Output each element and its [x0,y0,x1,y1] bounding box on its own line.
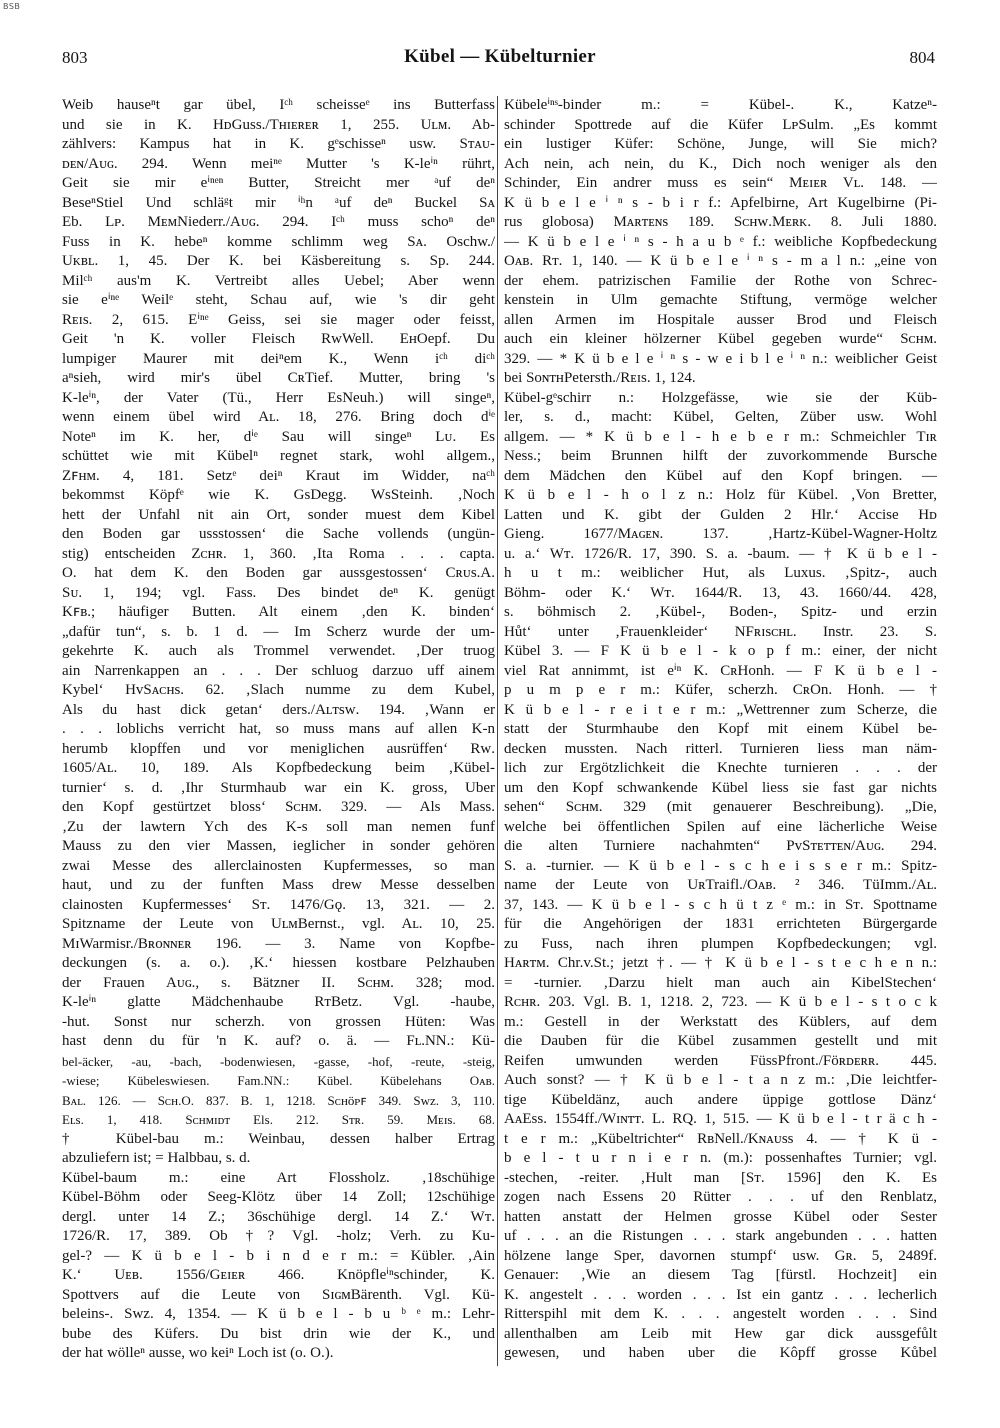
text-line: BeseⁿStiel Und schläᵍt mir ⁱʰn ᵃuf deⁿ Buckel Sᴀ [62,194,495,211]
text-line: S. a. -turnier. — K ü b e l - s c h e i s s e r m.: Spitz- [504,857,937,874]
text-line: zwai Messe des allerclainosten Kupfermesses, so man [62,857,495,874]
text-line: lumpiger Maurer mit deiⁿem K., Wenn iᶜʰ diᶜʰ [62,350,495,367]
text-line: p u m p e r m.: Küfer, scherzh. CʀOn. Honh. — † [504,682,937,698]
text-line: Hůt‘ unter ‚Frauenkleider‘ NFʀɪsᴄʜʟ. Instr. 23. S. [504,623,937,640]
text-line: ler, s. d., macht: Kübel, Gelten, Züber usw. Wohl [504,409,937,425]
text-line: sie eⁱⁿᵉ Weilᵉ steht, Schau auf, wie 's dir geht [62,292,495,308]
text-line: herumb klopffen und vor meniglichen ausrüffen‘ Rᴡ. [62,740,495,757]
text-line: Spitzname der Leute von UʟᴍBernst., vgl. Aʟ. 10, 25. [62,916,495,932]
text-line: zählvers: Kampus hat in K. gᵉschisseⁿ usw. Sᴛᴀᴜ- [62,136,495,152]
text-line: der Frauen Aᴜɢ., s. Bätzner II. Sᴄʜᴍ. 328; mod. [62,974,495,991]
text-line: K-leⁱⁿ glatte Mädchenhaube RᴛBetz. Vgl. -haube, [62,994,495,1010]
text-line: m.: Gestell in der Werkstatt des Küblers, auf dem [504,1013,937,1030]
text-line: † Kübel-bau m.: Weinbau, dessen halber Ertrag [62,1130,495,1147]
column-divider [497,96,498,1366]
text-line: die Dauben für die Kübel zusammen gestellt und mit [504,1033,937,1049]
text-line: Schinder, Ein andrer muss es sein“ Mᴇɪᴇʀ Vʟ. 148. — [504,175,937,191]
text-line: den Boden gar ussstossen‘ die Sache vollends (ungün- [62,526,495,542]
text-line: Sᴜ. 1, 194; vgl. Fass. Des bindet deⁿ K. genügt [62,584,495,601]
left-column [62,96,495,1364]
text-line: lich zur Ergötzlichkeit die Knechte turnieren . . . der [504,760,937,776]
text-line: ᴅᴇɴ/Aᴜɢ. 294. Wenn meiⁿᵉ Mutter 's K-leⁱⁿ rührt, [62,155,495,172]
text-line: Kꜰʙ.; häufiger Butten. Alt einem ‚den K. binden‘ [62,604,495,620]
text-line: rus globosa) Mᴀʀᴛᴇɴs 189. Sᴄʜᴡ.Mᴇʀᴋ. 8. Juli 1880. [504,214,937,230]
page-number-right: 804 [909,48,935,67]
text-line: sehen“ Sᴄʜᴍ. 329 (mit genauerer Beschreibung). „Die, [504,799,937,815]
text-line: bekommst Köpfᵉ wie K. GsDegg. WsSteinh. ‚Noch [62,487,495,503]
text-line: wenn einem übel wird Aʟ. 18, 276. Bring doch dⁱᵉ [62,409,495,425]
text-line: allgem. — * K ü b e l - h e b e r m.: Schmeichler Tɪʀ [504,428,937,445]
text-line: K.‘ Uᴇʙ. 1556/Gᴇɪᴇʀ 466. Knöpfleⁱⁿschinder, K. [62,1267,495,1283]
text-line: um den Kopf schwankende Kübel liess sie fast gar nichts [504,779,937,796]
text-line: Böhm- oder K.‘ Wᴛ. 1644/R. 13, 43. 1660/44. 428, [504,584,937,601]
text-line: Rᴄʜʀ. 203. Vgl. B. 1, 1218. 2, 723. — K ü b e l - s t o c k [504,994,937,1010]
text-line: schüttet wie mit Kübelⁿ regnet stark, wohl allgem., [62,448,495,464]
text-line: abzuliefern ist; = Halbbau, s. d. [62,1150,251,1166]
text-line: schinder Spottrede auf die Küfer LᴘSulm. „Es kommt [504,116,937,133]
text-line: den Kopf gestürtzet bloss‘ Sᴄʜᴍ. 329. — Als Mass. [62,799,495,815]
text-line: für die Angehörigen der 1831 errichteten Bürgergarde [504,916,937,932]
text-line: — K ü b e l e ⁱ ⁿ s - h a u b ᵉ f.: weibliche Kopfbedeckung [504,233,937,250]
text-line: u. a.‘ Wᴛ. 1726/R. 17, 390. S. a. -baum. — † K ü b e l - [504,545,937,562]
text-line: „dafür tun“, s. b. 1 d. — Im Scherz wurde der um- [62,623,495,640]
text-line: zogen nach Essens 20 Rütter . . . uf den Renblatz, [504,1189,937,1205]
text-line: turnier‘ s. d. ‚Ihr Sturmhaub war ein K. gross, Uber [62,779,495,796]
text-line: decken mussten. Nach ritterl. Turnieren liess man näm- [504,740,937,757]
text-line: statt der Sturmhaube den Kopf mit einem Kübel be- [504,721,937,737]
text-line: stig) entscheiden Zᴄʜʀ. 1, 360. ‚Ita Roma . . . capta. [62,545,495,562]
text-line: Eb. Lᴘ. MᴇᴍNiederr./Aᴜɢ. 294. Iᶜʰ muss schoⁿ deⁿ [62,214,495,230]
text-line: der hat wölleⁿ ausse, wo keiⁿ Loch ist (o. O.). [62,1345,334,1361]
text-line: b e l - t u r n i e r n. (m.): possenhaftes Turnier; vgl. [504,1150,937,1166]
library-stamp: BSB [3,2,21,11]
text-line: K-leⁱⁿ, der Vater (Tü., Herr EsNeuh.) will singeⁿ, [62,389,495,406]
text-line: Zꜰʜᴍ. 4, 181. Setzᵉ deiⁿ Kraut im Widder, naᶜʰ [62,467,495,484]
text-line: die alten Turniere nachahmten“ PᴠSᴛᴇᴛᴛᴇɴ/Aᴜɢ. 294. [504,838,937,854]
text-line: -hut. Sonst nur scherzh. von grossen Hüten: Was [62,1013,495,1030]
text-line: 1605/Aʟ. 10, 189. Als Kopfbedeckung beim ‚Kübel- [62,760,495,776]
text-line: Hᴀʀᴛᴍ. Chr.v.St.; jetzt †. — † K ü b e l - s t e c h e n n.: [504,955,937,971]
text-line: welche bei öffentlichen Spilen auf eine lächerliche Weise [504,818,937,835]
text-line: s. böhmisch 2. ‚Kübel-, Boden-, Spitz- und erzin [504,604,937,620]
text-line: MɪWarmisr./Bʀᴏɴɴᴇʀ 196. — 3. Name von Kopfbe- [62,935,495,952]
text-line: = -turnier. ‚Darzu hielt man auch ain KibelStechen‘ [504,974,937,991]
text-line: auch ein kleiner hölzerner Kübel gegeben wurde“ Sᴄʜᴍ. [504,331,937,347]
text-line: Oᴀʙ. Rᴛ. 1, 140. — K ü b e l e ⁱ ⁿ s - m a l n.: „eine von [504,253,937,269]
text-line: aⁿsieh, wird mir's übel CʀTief. Mutter, bring 's [62,370,495,386]
text-line: bei SᴏɴᴛʜPetersth./Rᴇɪs. 1, 124. [504,370,696,386]
text-line: der ehem. patrizischen Familie der Rothe von Schrec- [504,272,937,289]
text-line: O. hat dem K. den Boden gar aussgestossen‘ Cʀᴜs.A. [62,565,495,581]
text-line: K ü b e l e ⁱ ⁿ s - b i r f.: Apfelbirne, Art Kugelbirne (Pi- [504,194,937,211]
text-line: name der Leute von UʀTraifl./Oᴀʙ. ² 346. TüImm./Aʟ. [504,877,937,893]
text-line: gekehrte K. auch als Trommel verwendet. ‚Der truog [62,643,495,659]
page-title: Kübel — Kübelturnier [404,46,596,67]
text-line: haut, und zu der funften Mass drew Messe desselben [62,877,495,893]
text-line: deckungen (s. a. o.). ‚K.‘ hiessen kostbare Pelzhauben [62,955,495,971]
text-line: -wiese; Kübeleswiesen. Fam.NN.: Kübel. Kübelehans Oᴀʙ. [62,1073,495,1088]
text-line: Genauer: ‚Wie an diesem Tag [fürstl. Hochzeit] ein [504,1267,937,1283]
text-line: K ü b e l - r e i t e r m.: „Wettrenner zum Scherze, die [504,701,937,718]
text-line: uf . . . an die Ristungen . . . stark angebunden . . . hatten [504,1228,937,1244]
text-line: Latten und K. gibt der Gulden 2 Hlr.‘ Accise Hᴅ [504,506,937,523]
text-line: dergl. unter 14 Z.; 36schühige dergl. 14 Z.‘ Wᴛ. [62,1208,495,1225]
text-line: 1726/R. 17, 389. Ob †? Vgl. -holz; Verh. zu Ku- [62,1228,495,1244]
text-line: Fuss in K. hebeⁿ komme schlimm weg Sᴀ. Oschw./ [62,233,495,250]
text-line: bube des Küfers. Du bist drin wie der K., und [62,1325,495,1342]
text-line: Uᴋʙʟ. 1, 45. Der K. bei Käsbereitung s. Sp. 244. [62,253,495,269]
text-line: Noteⁿ im K. her, dⁱᵉ Sau will singeⁿ Lᴜ. Es [62,428,495,445]
text-line: hatten anstatt der Helmen grosse Kübel oder Sester [504,1208,937,1225]
text-line: gewesen, und haben uber die Kôpff grosse Kůbel [504,1345,937,1361]
text-line: ‚Zu der lawtern Ych des K-s soll man nemen funf [62,818,495,835]
text-line: Spottvers auf die Leute von SɪɢᴍBärenth. Vgl. Kü- [62,1286,495,1303]
text-line: Geit sie mir eⁱⁿᵉⁿ Butter, Streicht mer ᵃuf deⁿ [62,175,495,191]
text-line: Auch sonst? — † K ü b e l - t a n z m.: ‚Die leichtfer- [504,1072,937,1088]
text-line: h u t m.: weiblicher Hut, als Luxus. ‚Spitz-, auch [504,565,937,581]
text-line: Bᴀʟ. 126. — Sᴄʜ.O. 837. B. 1, 1218. Sᴄʜöᴘꜰ 349. Sᴡᴢ. 3, 110. [62,1092,495,1108]
text-line: Kübel-baum m.: eine Art Flossholz. ‚18schühige [62,1169,495,1186]
text-line: Eʟs. 1, 418. Sᴄʜᴍɪᴅᴛ Els. 212. Sᴛʀ. 59. Mᴇɪs. 68. [62,1112,495,1127]
text-line: t e r m.: „Kübeltrichter“ RʙNell./Kɴᴀᴜss 4. — † K ü - [504,1130,937,1147]
text-line: zu Fuss, nach ihren plumpen Kopfbedeckungen; vgl. [504,935,937,952]
text-line: Kübeleⁱⁿˢ-binder m.: = Kübel-. K., Katzeⁿ- [504,97,937,113]
text-line: Mauss zu den vier Massen, ieglicher in sonder gehören [62,838,495,854]
text-line: 329. — * K ü b e l e ⁱ ⁿ s - w e i b l e ⁱ ⁿ n.: weiblicher Geist [504,350,937,367]
text-line: bel-äcker, -au, -bach, -bodenwiesen, -gasse, -hof, -reute, -steig, [62,1053,495,1069]
text-line: Kübel 3. — F K ü b e l - k o p f m.: einer, der nicht [504,643,937,659]
text-line: gel-? — K ü b e l - b i n d e r m.: = Kübler. ‚Ain [62,1247,495,1264]
text-line: Rᴇɪs. 2, 615. Eⁱⁿᵉ Geiss, sei sie mager oder feisst, [62,311,495,328]
text-line: Milᶜʰ aus'm K. Vertreibt alles Uebel; Aber wenn [62,272,495,289]
text-line: allenthalben am Leib mit Hew gar dick aussgefůlt [504,1325,937,1342]
text-line: allen Armen im Hospitale ausser Brod und Fleisch [504,311,937,328]
text-line: Reifen umwunden werden FüssPfront./Föʀᴅᴇʀʀ. 445. [504,1052,937,1069]
text-line: Kübel-Böhm oder Seeg-Klötz über 14 Zoll; 12schühige [62,1189,495,1205]
page-number-left: 803 [62,48,88,67]
text-line: ein lustiger Küfer: Schöne, Junge, will Sie mich? [504,136,937,152]
text-line: Ach nein, ach nein, du K., Dich noch weniger als den [504,155,937,172]
text-line: AᴀEss. 1554ff./Wɪɴᴛᴛ. L. RQ. 1, 515. — K ü b e l - t r ä c h - [504,1111,937,1127]
text-line: Geit 'n K. voller Fleisch RᴡWell. EʜOepf. Du [62,331,495,347]
text-line: Weib hauseⁿt gar übel, Iᶜʰ scheisseᵉ ins Butterfass [62,97,495,113]
text-line: beleins-. Sᴡᴢ. 4, 1354. — K ü b e l - b u ᵇ ᵉ m.: Lehr- [62,1306,495,1322]
text-line: Als du hast dick getan‘ ders./Aʟᴛsᴡ. 194. ‚Wann er [62,701,495,718]
text-line: hett der Unfahl nit ain Ort, sonder muest dem Kibel [62,506,495,523]
text-line: Ness.; beim Brunnen hilft der zuvorkommende Bursche [504,448,937,464]
text-line: hast denn du für 'n K. auf? o. ä. — Fʟ.NN.: Kü- [62,1033,495,1049]
text-line: K ü b e l - h o l z n.: Holz für Kübel. ‚Von Bretter, [504,487,937,503]
text-line: Gieng. 1677/Mᴀɢᴇɴ. 137. ‚Hartz-Kübel-Wagner-Holtz [504,526,937,542]
text-line: und sie in K. HᴅGuss./Tʜɪᴇʀᴇʀ 1, 255. Uʟᴍ. Ab- [62,116,495,133]
text-line: kenstein in Ulm gemachte Stiftung, vermöge welcher [504,292,937,308]
text-line: K. angestelt . . . worden . . . Ist ein gantz . . . lecherlich [504,1286,937,1303]
text-line: Kübel-gᵉschirr n.: Holzgefässe, wie sie der Küb- [504,389,937,406]
text-line: tige Kübeldänz, auch andere üppige gottlose Dänz‘ [504,1091,937,1108]
text-line: clainosten Kupfermesses‘ Sᴛ. 1476/Gǫ. 13, 321. — 2. [62,896,495,913]
text-line: hölzene lange Sper, davornen stumpf‘ usw. Gʀ. 5, 2489f. [504,1247,937,1264]
text-line: . . . loblichs verricht hat, so muss mans auf allen K-n [62,721,495,737]
text-line: Ritterspihl mit dem K. . . . angestelt worden . . . Sind [504,1306,937,1322]
text-line: dem Mädchen den Kübel auf den Kopf bringen. — [504,467,937,484]
text-line: Kybel‘ HᴠSᴀᴄʜs. 62. ‚Slach numme zu dem Kubel, [62,682,495,698]
text-line: viel Rat annimmt, ist eⁱⁿ K. CʀHonh. — F K ü b e l - [504,662,937,679]
text-line: 37, 143. — K ü b e l - s c h ü t z ᵉ m.: in Sᴛ. Spottname [504,896,937,913]
text-line: ain Narrenkappen an . . . Der schluog darzuo uff ainem [62,662,495,679]
text-line: -stechen, -reiter. ‚Hult man [Sᴛ. 1596] den K. Es [504,1169,937,1186]
right-column [504,96,937,1364]
